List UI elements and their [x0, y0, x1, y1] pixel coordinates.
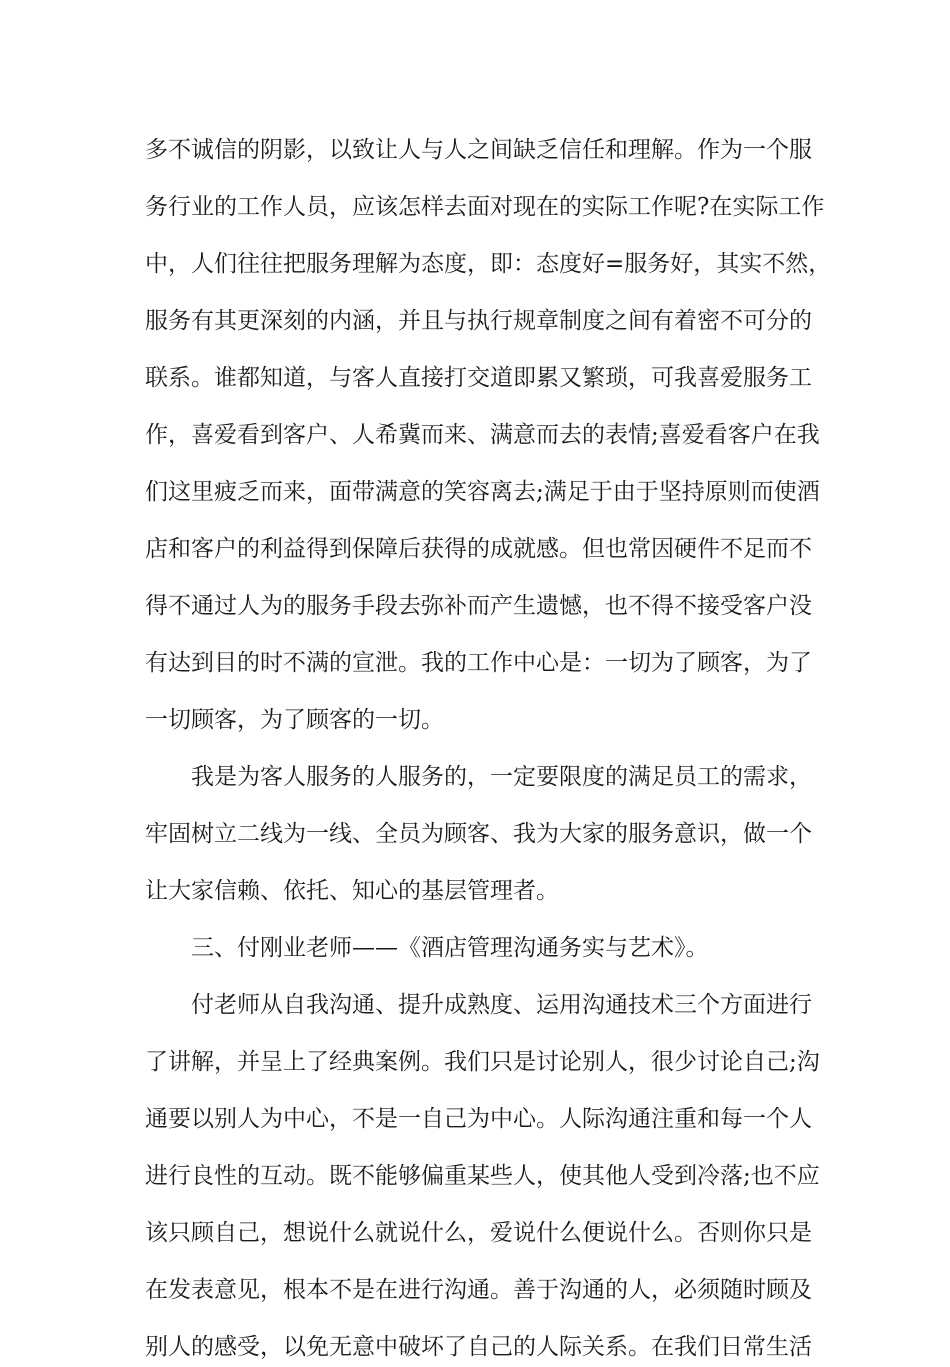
text-line: 该只顾自己，想说什么就说什么，爱说什么便说什么。否则你只是 [145, 1220, 812, 1246]
text-line: 了讲解，并呈上了经典案例。我们只是讨论别人，很少讨论自己;沟 [145, 1049, 820, 1075]
text-line: 服务有其更深刻的内涵，并且与执行规章制度之间有着密不可分的 [145, 308, 812, 334]
text-line: 多不诚信的阴影，以致让人与人之间缺乏信任和理解。作为一个服 [145, 137, 812, 163]
text-line: 有达到目的时不满的宣泄。我的工作中心是：一切为了顾客，为了 [145, 650, 812, 676]
text-line: 们这里疲乏而来，面带满意的笑容离去;满足于由于坚持原则而使酒 [145, 479, 820, 505]
text-line: 牢固树立二线为一线、全员为顾客、我为大家的服务意识，做一个 [145, 821, 812, 847]
text-line: 通要以别人为中心，不是一自己为中心。人际沟通注重和每一个人 [145, 1106, 812, 1132]
text-line: 联系。谁都知道，与客人直接打交道即累又繁琐，可我喜爱服务工 [145, 365, 812, 391]
text-line: 中，人们往往把服务理解为态度，即：态度好=服务好，其实不然， [145, 251, 832, 277]
text-line: 店和客户的利益得到保障后获得的成就感。但也常因硬件不足而不 [145, 536, 812, 562]
text-line: 在发表意见，根本不是在进行沟通。善于沟通的人，必须随时顾及 [145, 1277, 812, 1303]
text-line: 一切顾客，为了顾客的一切。 [145, 707, 444, 733]
text-line: 让大家信赖、依托、知心的基层管理者。 [145, 878, 559, 904]
paragraph-first-line: 我是为客人服务的人服务的，一定要限度的满足员工的需求， [191, 764, 812, 790]
paragraph-first-line: 付老师从自我沟通、提升成熟度、运用沟通技术三个方面进行 [191, 992, 812, 1018]
section-heading: 三、付刚业老师——《酒店管理沟通务实与艺术》。 [191, 935, 709, 961]
text-line: 别人的感受，以免无意中破坏了自己的人际关系。在我们日常生活 [145, 1334, 812, 1360]
text-line: 得不通过人为的服务手段去弥补而产生遗憾，也不得不接受客户没 [145, 593, 812, 619]
text-line: 务行业的工作人员，应该怎样去面对现在的实际工作呢?在实际工作 [145, 194, 825, 220]
text-line: 进行良性的互动。既不能够偏重某些人，使其他人受到冷落;也不应 [145, 1163, 820, 1189]
text-line: 作，喜爱看到客户、人希冀而来、满意而去的表情;喜爱看客户在我 [145, 422, 820, 448]
